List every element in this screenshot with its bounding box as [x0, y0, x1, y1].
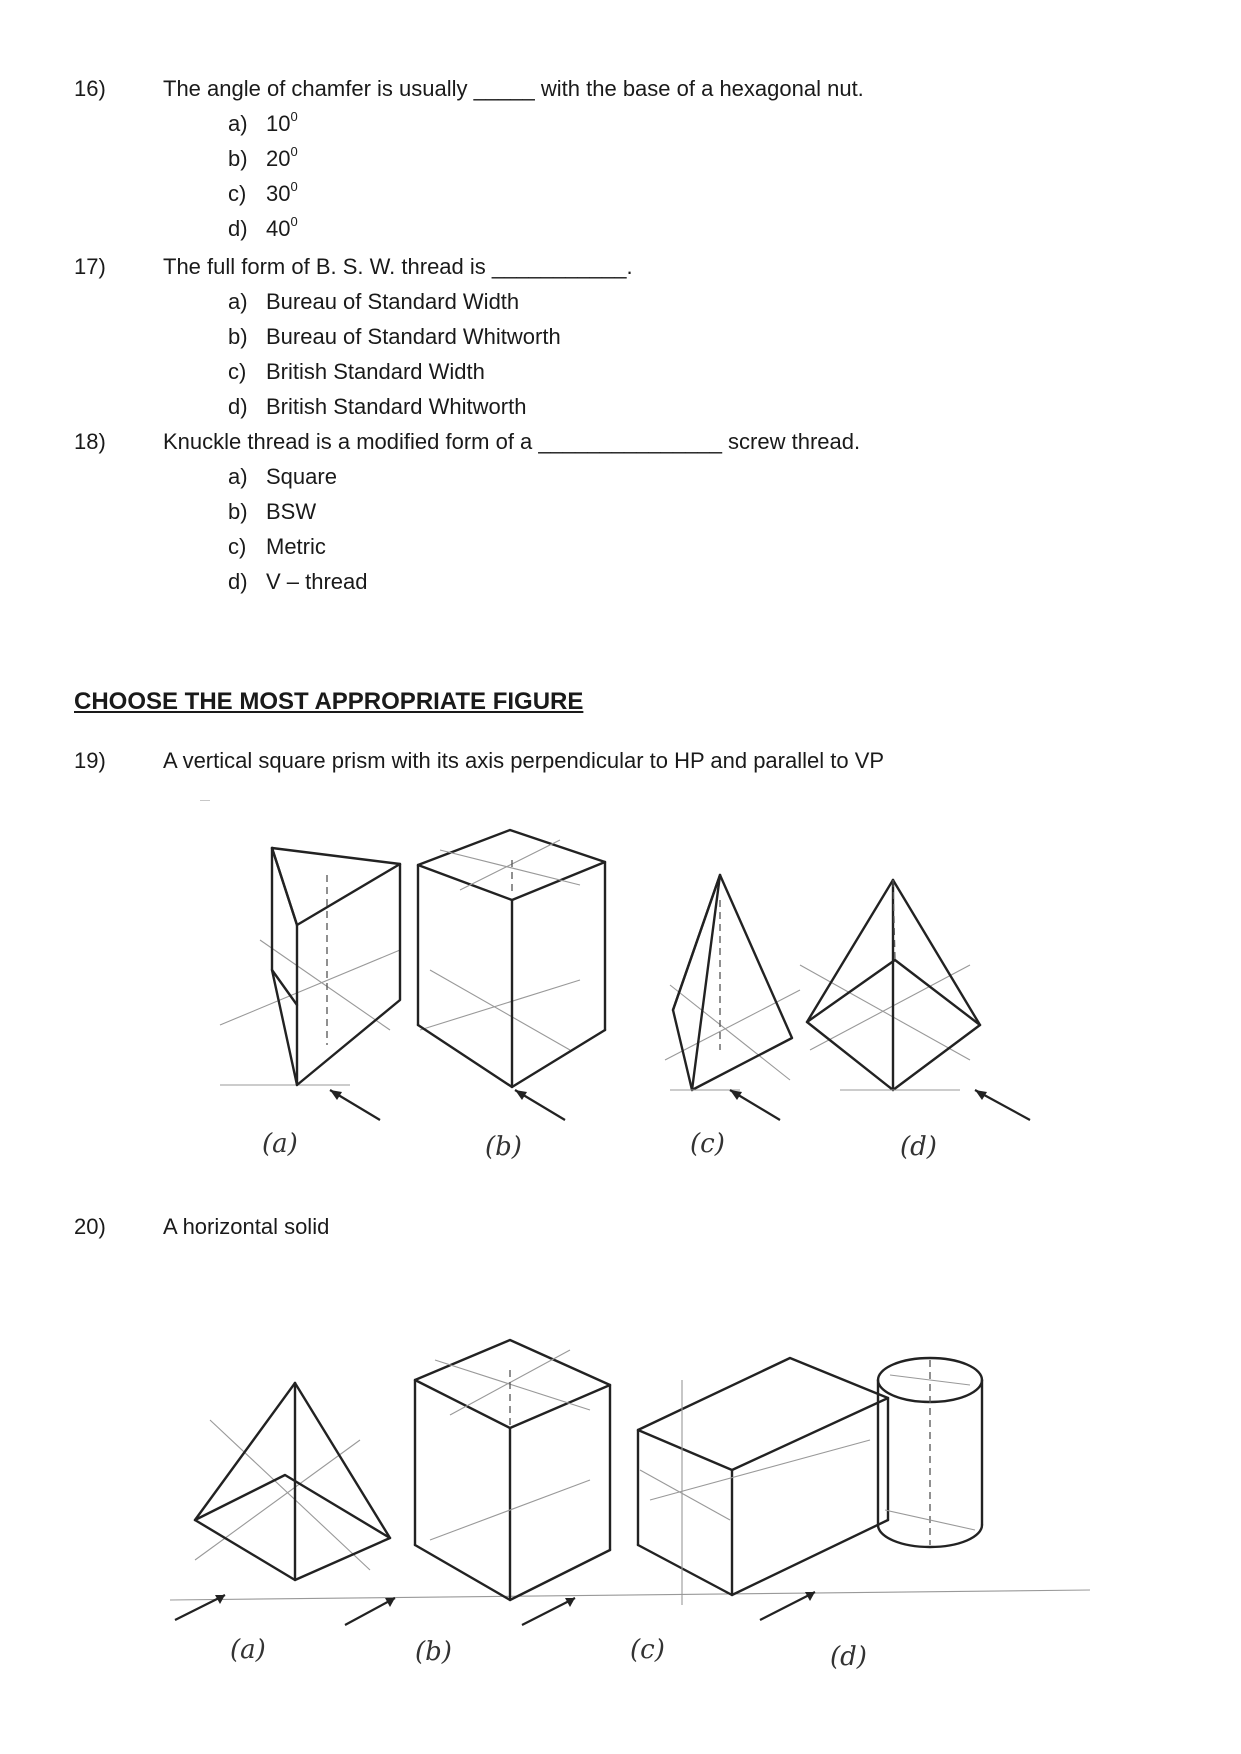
question-number: 19) [74, 748, 106, 773]
figure-label-d: (d) [830, 1642, 867, 1672]
option-value: 20 [266, 146, 291, 171]
option-value: Bureau of Standard Width [266, 289, 520, 314]
option-letter: c) [228, 534, 247, 559]
option-letter: d) [228, 216, 248, 241]
figure-label-b: (b) [485, 1132, 522, 1162]
degree-superscript: 0 [290, 214, 298, 229]
option-letter: b) [228, 499, 248, 524]
figure-20 [170, 1320, 1090, 1680]
figure-20-drawing [170, 1320, 1090, 1680]
option-c [228, 534, 326, 560]
square-prism-icon [415, 1340, 610, 1600]
degree-superscript: 0 [290, 144, 298, 159]
option-letter: d) [228, 394, 248, 419]
degree-superscript: 0 [290, 109, 298, 124]
section-heading: CHOOSE THE MOST APPROPRIATE FIGURE [74, 688, 584, 715]
option-letter: b) [228, 146, 248, 171]
option-b [228, 499, 316, 525]
option-letter: b) [228, 324, 248, 349]
option-value: Square [266, 464, 337, 489]
question-text: A vertical square prism with its axis perpendicular to HP and parallel to VP [163, 748, 885, 773]
figure-label-a: (a) [230, 1635, 266, 1665]
option-value: 10 [266, 111, 291, 136]
question-text: The full form of B. S. W. thread is ___________. [163, 254, 633, 279]
square-pyramid-icon [170, 1383, 1090, 1600]
triangular-prism-icon [200, 800, 400, 1085]
option-value: 30 [266, 181, 291, 206]
option-value: Metric [266, 534, 326, 559]
option-c [228, 359, 485, 385]
question-text: Knuckle thread is a modified form of a _______________ screw thread. [163, 429, 861, 454]
option-a [228, 111, 298, 137]
cylinder-icon [878, 1358, 982, 1547]
option-d [228, 569, 368, 595]
question-number: 20) [74, 1214, 106, 1239]
question-text: A horizontal solid [163, 1214, 330, 1239]
option-letter: c) [228, 181, 247, 206]
square-prism-icon [418, 830, 605, 1087]
option-d [228, 216, 298, 242]
option-value: British Standard Width [266, 359, 485, 384]
option-a [228, 464, 337, 490]
figure-label-c: (c) [630, 1635, 665, 1665]
arrow-icon [522, 1598, 575, 1625]
figure-label-c: (c) [690, 1129, 725, 1159]
view-arrows [330, 1090, 1030, 1120]
option-d [228, 394, 526, 420]
figure-19-drawing [200, 800, 1060, 1180]
option-value: British Standard Whitworth [266, 394, 527, 419]
question-number: 17) [74, 254, 106, 279]
option-value: BSW [266, 499, 317, 524]
option-value: 40 [266, 216, 291, 241]
option-letter: c) [228, 359, 247, 384]
option-value: V – thread [266, 569, 368, 594]
figure-label-d: (d) [900, 1132, 937, 1162]
option-letter: a) [228, 289, 248, 314]
figure-label-b: (b) [415, 1637, 452, 1667]
option-letter: a) [228, 464, 248, 489]
question-number: 16) [74, 76, 106, 101]
question-text: The angle of chamfer is usually _____ with the base of a hexagonal nut. [163, 76, 864, 101]
rectangular-prism-icon [638, 1358, 888, 1605]
option-b [228, 146, 298, 172]
figure-label-a: (a) [262, 1129, 298, 1159]
option-value: Bureau of Standard Whitworth [266, 324, 561, 349]
arrow-icon [760, 1592, 815, 1620]
option-letter: a) [228, 111, 248, 136]
triangular-pyramid-icon [665, 875, 800, 1090]
option-c [228, 181, 298, 207]
question-number: 18) [74, 429, 106, 454]
option-b [228, 324, 561, 350]
figure-19 [200, 800, 1060, 1180]
square-pyramid-icon [800, 880, 980, 1090]
option-a [228, 289, 519, 315]
option-letter: d) [228, 569, 248, 594]
degree-superscript: 0 [290, 179, 298, 194]
